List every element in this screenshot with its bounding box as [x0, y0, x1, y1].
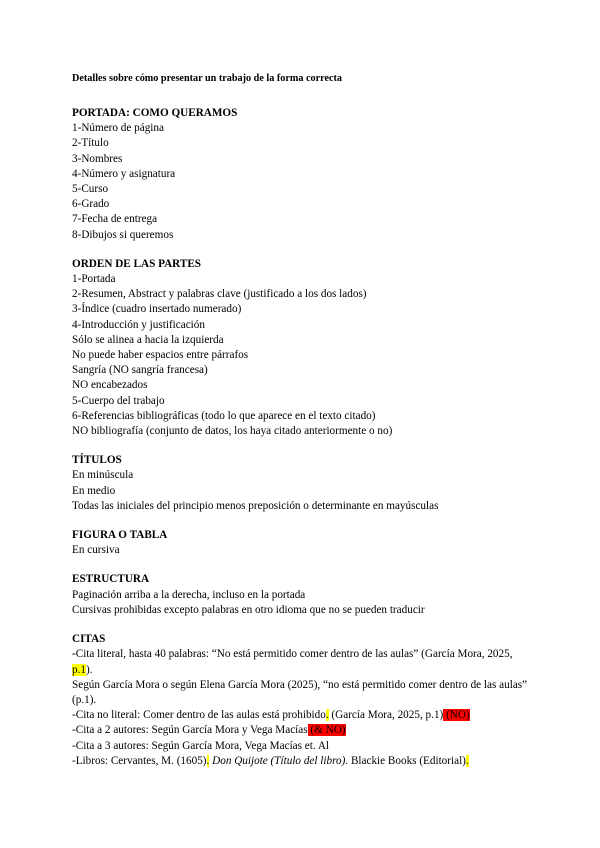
- section-figura: [72, 528, 532, 558]
- list-item: 3-Nombres: [72, 152, 123, 165]
- highlight-red: (NO): [443, 709, 470, 722]
- list-item: 8-Dibujos si queremos: [72, 228, 174, 241]
- section-heading: ORDEN DE LAS PARTES: [72, 257, 202, 270]
- list-item: Paginación arriba a la derecha, incluso en la portada: [72, 588, 306, 601]
- list-item: 1-Número de página: [72, 122, 164, 135]
- list-item: 7-Fecha de entrega: [72, 213, 158, 226]
- citation-line: -Cita a 3 autores: Según García Mora, Vega Macías et. Al: [72, 739, 330, 752]
- list-item: NO encabezados: [72, 379, 148, 392]
- highlight-yellow: .: [206, 754, 210, 767]
- section-portada: [72, 106, 532, 243]
- list-item: 3-Índice (cuadro insertado numerado): [72, 303, 242, 316]
- list-item: 5-Curso: [72, 183, 109, 196]
- list-item: Sangría (NO sangría francesa): [72, 364, 208, 377]
- section-heading: FIGURA O TABLA: [72, 529, 168, 542]
- highlight-yellow: .: [465, 754, 469, 767]
- list-item: NO bibliografía (conjunto de datos, los haya citado anteriormente o no): [72, 425, 393, 438]
- citation-line: [72, 754, 532, 769]
- citation-text: -Cita literal, hasta 40 palabras: “No está permitido comer dentro de las aulas” (García Mora, 2025,: [72, 648, 513, 661]
- highlight-red: (& NO): [307, 724, 346, 737]
- citation-line: [72, 708, 532, 723]
- list-item: 6-Referencias bibliográficas (todo lo que aparece en el texto citado): [72, 409, 376, 422]
- list-item: 2-Resumen, Abstract y palabras clave (justificado a los dos lados): [72, 288, 367, 301]
- list-item: En cursiva: [72, 544, 120, 557]
- citation-line: [72, 647, 532, 677]
- section-citas: [72, 632, 532, 769]
- section-heading: ESTRUCTURA: [72, 573, 150, 586]
- list-item: 6-Grado: [72, 198, 110, 211]
- list-item: 2-Título: [72, 137, 109, 150]
- citation-text: -Cita a 2 autores: Según García Mora y Vega Macías: [72, 724, 308, 737]
- citation-text: (García Mora, 2025, p.1): [328, 709, 444, 722]
- section-titulos: [72, 453, 532, 514]
- section-orden: [72, 257, 532, 439]
- list-item: Sólo se alinea a hacia la izquierda: [72, 333, 224, 346]
- book-title-italic: Don Quijote (Título del libro).: [209, 754, 349, 767]
- list-item: En medio: [72, 484, 116, 497]
- document-title: Detalles sobre cómo presentar un trabajo de la forma correcta: [72, 73, 343, 84]
- section-heading: CITAS: [72, 633, 106, 646]
- section-heading: PORTADA: COMO QUERAMOS: [72, 107, 238, 119]
- list-item: Todas las iniciales del principio menos preposición o determinante en mayúsculas: [72, 499, 439, 512]
- citation-text: -Cita no literal: Comer dentro de las aulas está prohibido: [72, 709, 326, 722]
- citation-line: Según García Mora o según Elena García Mora (2025), “no está permitido comer dentro de las aulas” (p.1).: [72, 678, 528, 706]
- list-item: 1-Portada: [72, 273, 116, 286]
- list-item: 5-Cuerpo del trabajo: [72, 394, 165, 407]
- list-item: 4-Número y asignatura: [72, 167, 176, 180]
- list-item: No puede haber espacios entre párrafos: [72, 349, 249, 362]
- list-item: 4-Introducción y justificación: [72, 318, 205, 331]
- highlight-yellow: p.1: [72, 663, 86, 676]
- section-heading: TÍTULOS: [72, 454, 122, 467]
- citation-line: [72, 723, 532, 738]
- highlight-yellow: .: [325, 709, 329, 722]
- list-item: Cursivas prohibidas excepto palabras en otro idioma que no se pueden traducir: [72, 603, 425, 616]
- document-content: [72, 72, 532, 783]
- section-estructura: [72, 572, 532, 618]
- citation-text: Blackie Books (Editorial): [348, 754, 466, 767]
- citation-text: -Libros: Cervantes, M. (1605): [72, 754, 207, 767]
- citation-text: ).: [85, 663, 93, 676]
- list-item: En minúscula: [72, 469, 134, 482]
